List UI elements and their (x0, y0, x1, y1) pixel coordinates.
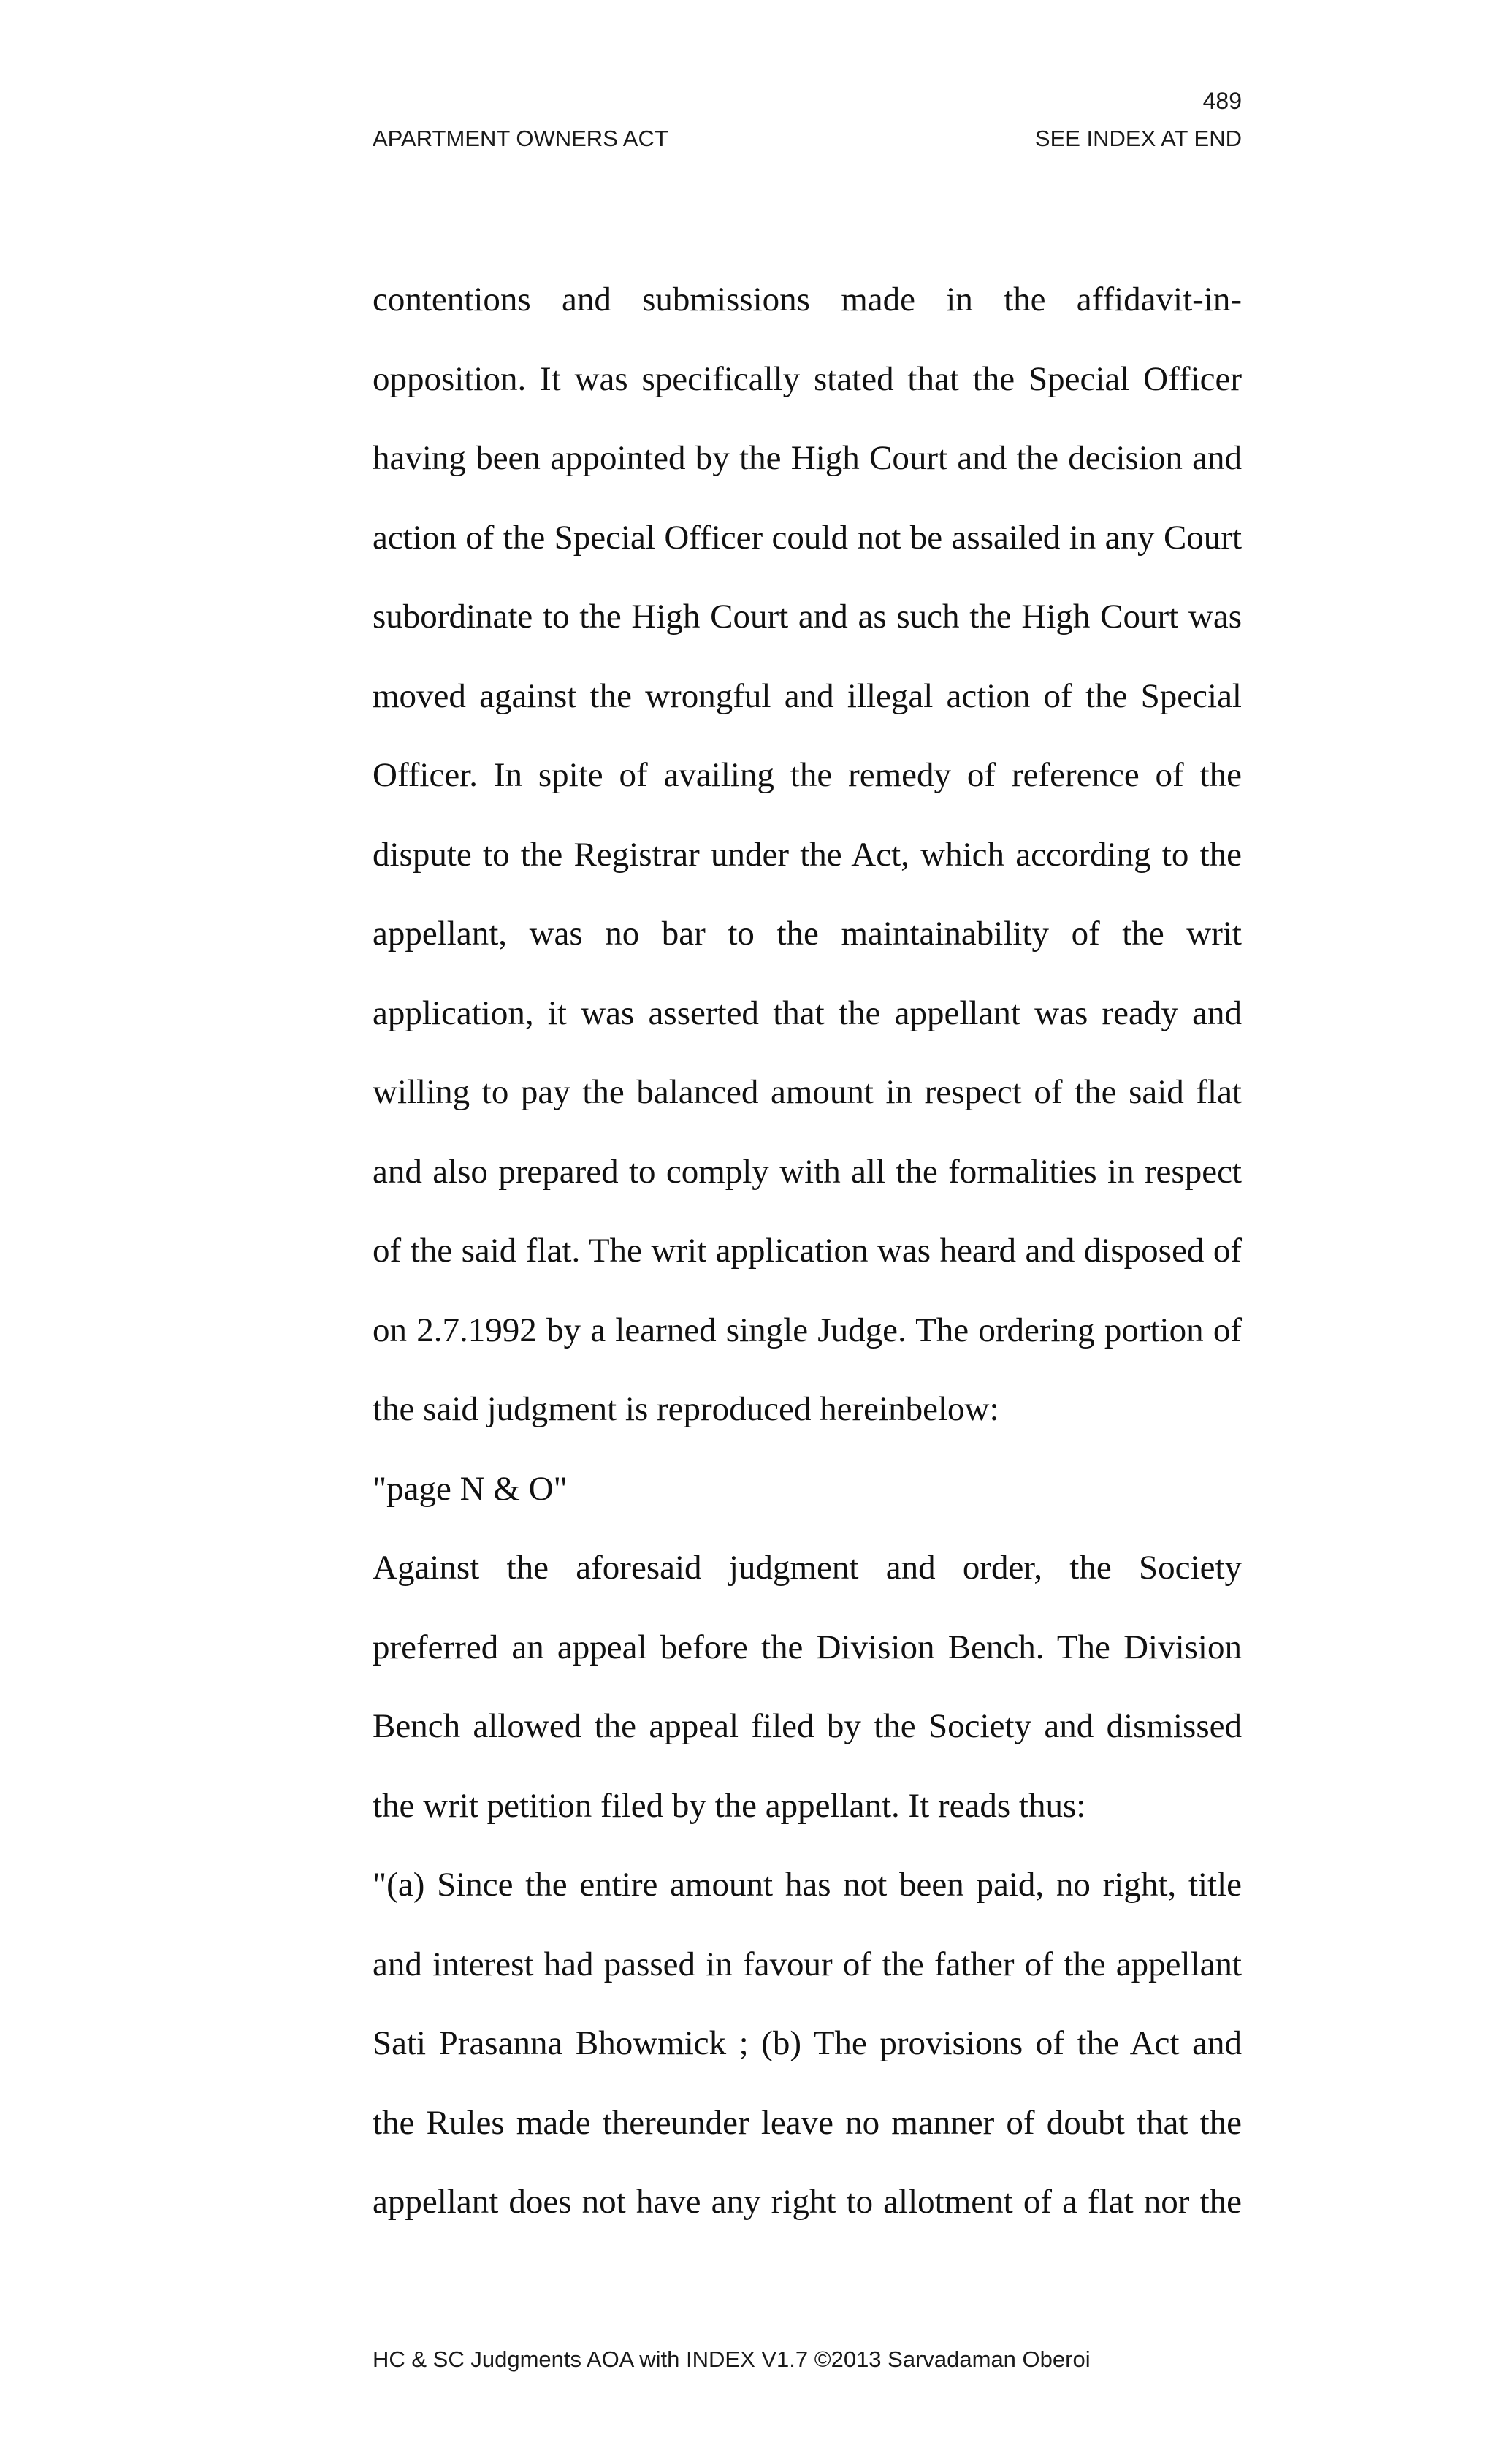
text-line: Bench allowed the appeal filed by the Society and dismissed (373, 1707, 1242, 1745)
text-line: the writ petition filed by the appellant. It reads thus: (373, 1786, 1086, 1825)
text-line: preferred an appeal before the Division Bench. The Division (373, 1628, 1242, 1666)
page-footer: HC & SC Judgments AOA with INDEX V1.7 ©2013 Sarvadaman Oberoi (373, 2346, 1091, 2372)
text-line: appellant, was no bar to the maintainability of the writ (373, 915, 1242, 953)
text-line: and also prepared to comply with all the formalities in respect (373, 1152, 1242, 1191)
text-line: opposition. It was specifically stated that the Special Officer (373, 359, 1242, 398)
text-line: having been appointed by the High Court and the decision and (373, 439, 1242, 477)
text-line: Officer. In spite of availing the remedy of reference of the (373, 756, 1242, 794)
text-line: willing to pay the balanced amount in respect of the said flat (373, 1073, 1242, 1111)
text-line: "page N & O" (373, 1469, 568, 1508)
text-line: the said judgment is reproduced hereinbelow: (373, 1390, 999, 1428)
text-line: contentions and submissions made in the affidavit-in- (373, 281, 1242, 319)
text-line: action of the Special Officer could not be assailed in any Court (373, 518, 1242, 557)
text-line: moved against the wrongful and illegal action of the Special (373, 676, 1242, 715)
text-line: on 2.7.1992 by a learned single Judge. The ordering portion of (373, 1311, 1242, 1349)
document-body (373, 260, 1242, 2242)
text-line: application, it was asserted that the appellant was ready and (373, 993, 1242, 1032)
text-line: and interest had passed in favour of the father of the appellant (373, 1945, 1242, 1983)
running-header (373, 123, 1242, 155)
page-number: 489 (1202, 88, 1242, 114)
text-line: appellant does not have any right to allotment of a flat nor the (373, 2183, 1242, 2221)
text-line: "(a) Since the entire amount has not been paid, no right, title (373, 1866, 1242, 1904)
text-line: of the said flat. The writ application was heard and disposed of (373, 1232, 1242, 1270)
text-line: subordinate to the High Court and as such the High Court was (373, 598, 1242, 636)
text-line: the Rules made thereunder leave no manner of doubt that the (373, 2103, 1242, 2142)
text-line: dispute to the Registrar under the Act, which according to the (373, 835, 1242, 874)
text-line: Sati Prasanna Bhowmick ; (b) The provisions of the Act and (373, 2024, 1242, 2062)
header-title: APARTMENT OWNERS ACT (373, 126, 668, 151)
header-index-note: SEE INDEX AT END (1034, 126, 1242, 151)
text-line: Against the aforesaid judgment and order, the Society (373, 1549, 1242, 1587)
